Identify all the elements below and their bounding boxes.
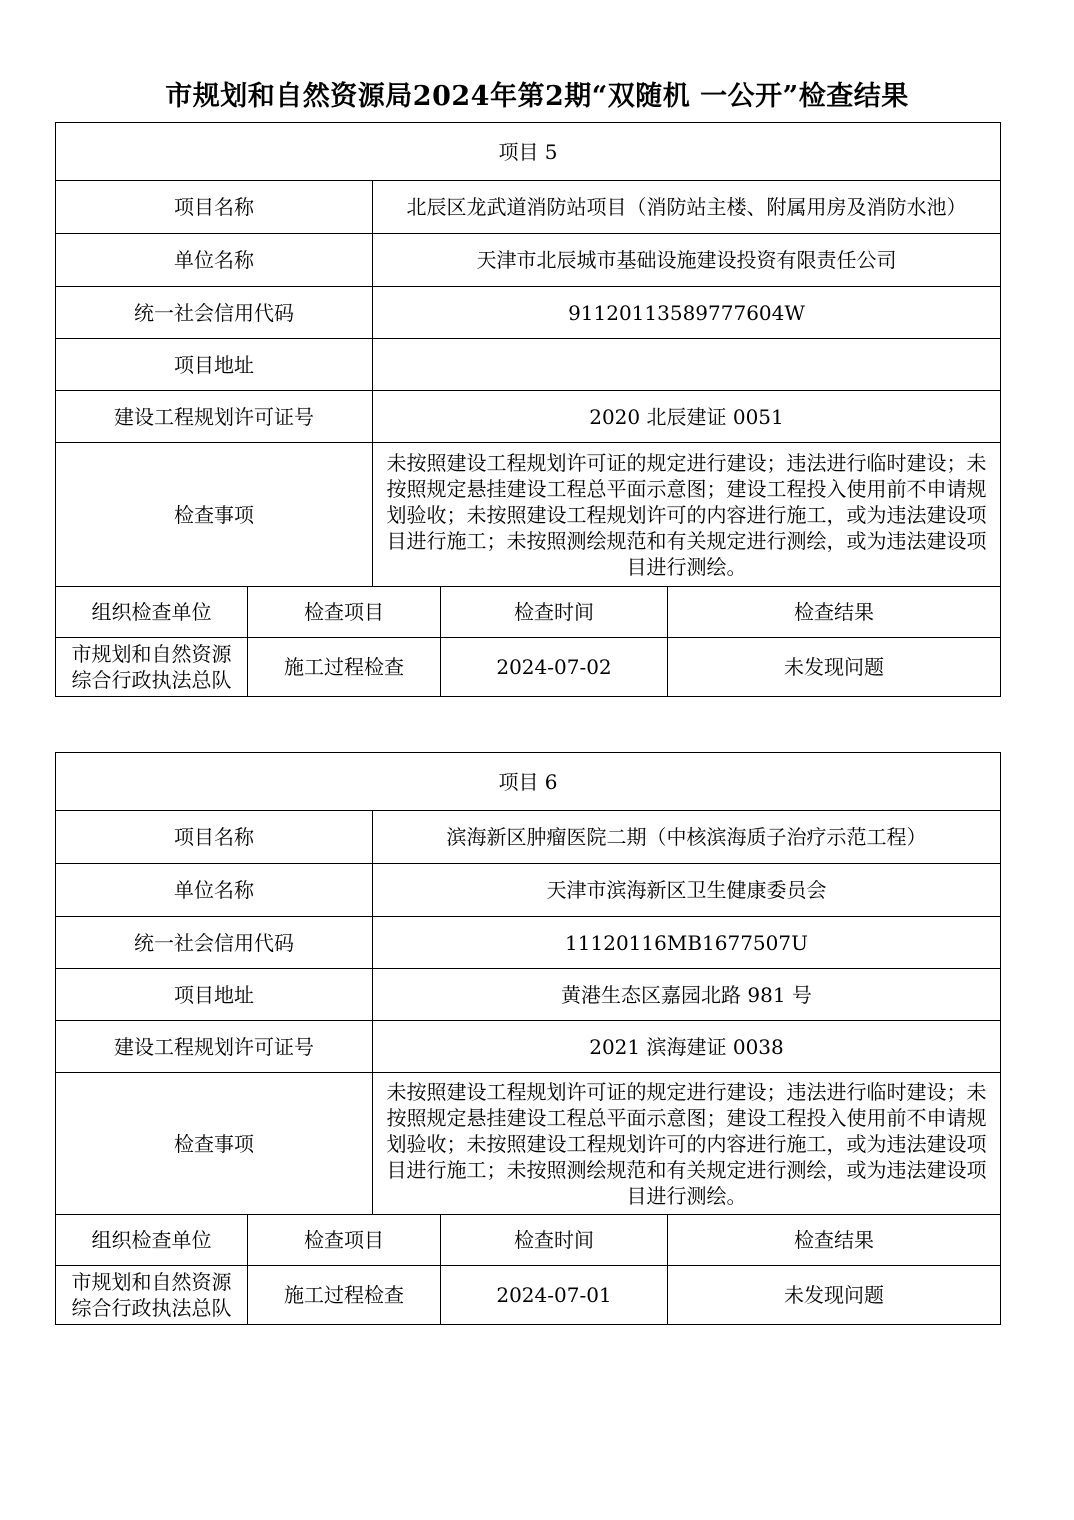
check-items: 未按照建设工程规划许可证的规定进行建设；违法进行临时建设；未按照规定悬挂建设工程总平面示意图；建设工程投入使用前不申请规划验收；未按照建设工程规划许可的内容进行施工，或为违法建设项目进行施工；未按照测绘规范和有关规定进行测绘，或为违法建设项目进行测绘。	[373, 1073, 1001, 1215]
label-org-unit: 组织检查单位	[56, 1215, 248, 1266]
org-unit: 市规划和自然资源综合行政执法总队	[56, 1266, 248, 1325]
check-item: 施工过程检查	[248, 638, 441, 697]
label-address: 项目地址	[56, 339, 373, 391]
check-date: 2024-07-02	[441, 638, 668, 697]
project-header: 项目 6	[56, 753, 1001, 811]
permit-number: 2020 北辰建证 0051	[373, 391, 1001, 443]
project-address	[373, 339, 1001, 391]
unit-name: 天津市北辰城市基础设施建设投资有限责任公司	[373, 234, 1001, 287]
label-credit-code: 统一社会信用代码	[56, 287, 373, 339]
check-result: 未发现问题	[668, 1266, 1001, 1325]
label-check-items: 检查事项	[56, 443, 373, 587]
label-permit: 建设工程规划许可证号	[56, 1021, 373, 1073]
project-address: 黄港生态区嘉园北路 981 号	[373, 969, 1001, 1021]
label-check-time: 检查时间	[441, 1215, 668, 1266]
permit-number: 2021 滨海建证 0038	[373, 1021, 1001, 1073]
check-date: 2024-07-01	[441, 1266, 668, 1325]
project-header: 项目 5	[56, 123, 1001, 181]
unit-name: 天津市滨海新区卫生健康委员会	[373, 864, 1001, 917]
label-permit: 建设工程规划许可证号	[56, 391, 373, 443]
label-check-item: 检查项目	[248, 1215, 441, 1266]
credit-code: 11120116MB1677507U	[373, 917, 1001, 969]
check-items: 未按照建设工程规划许可证的规定进行建设；违法进行临时建设；未按照规定悬挂建设工程总平面示意图；建设工程投入使用前不申请规划验收；未按照建设工程规划许可的内容进行施工，或为违法建设项目进行施工；未按照测绘规范和有关规定进行测绘，或为违法建设项目进行测绘。	[373, 443, 1001, 587]
project-name: 滨海新区肿瘤医院二期（中核滨海质子治疗示范工程）	[373, 811, 1001, 864]
label-address: 项目地址	[56, 969, 373, 1021]
label-project-name: 项目名称	[56, 811, 373, 864]
check-result: 未发现问题	[668, 638, 1001, 697]
project-table	[55, 752, 1001, 1325]
label-check-items: 检查事项	[56, 1073, 373, 1215]
label-check-item: 检查项目	[248, 587, 441, 638]
label-check-time: 检查时间	[441, 587, 668, 638]
page-title: 市规划和自然资源局2024年第2期“双随机 一公开”检查结果	[165, 81, 909, 112]
check-item: 施工过程检查	[248, 1266, 441, 1325]
label-check-result: 检查结果	[668, 587, 1001, 638]
label-unit-name: 单位名称	[56, 234, 373, 287]
org-unit: 市规划和自然资源综合行政执法总队	[56, 638, 248, 697]
credit-code: 91120113589777604W	[373, 287, 1001, 339]
label-unit-name: 单位名称	[56, 864, 373, 917]
project-table	[55, 122, 1001, 697]
label-credit-code: 统一社会信用代码	[56, 917, 373, 969]
label-org-unit: 组织检查单位	[56, 587, 248, 638]
project-name: 北辰区龙武道消防站项目（消防站主楼、附属用房及消防水池）	[373, 181, 1001, 234]
label-project-name: 项目名称	[56, 181, 373, 234]
label-check-result: 检查结果	[668, 1215, 1001, 1266]
